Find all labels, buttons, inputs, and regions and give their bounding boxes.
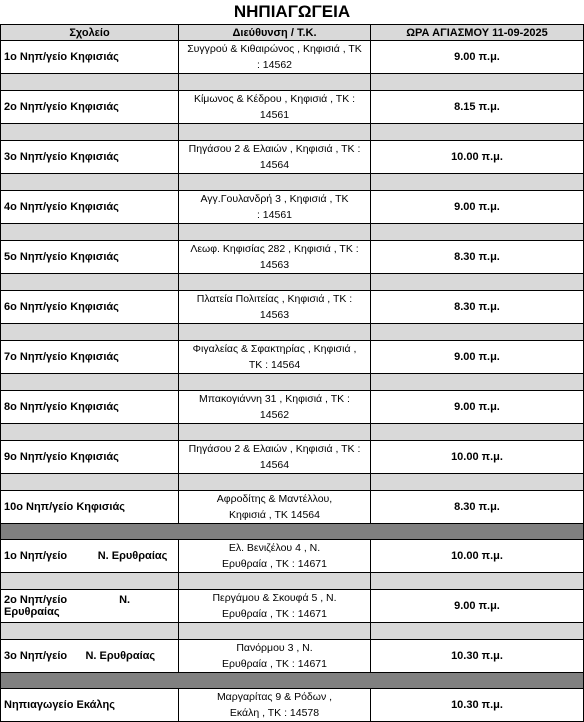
school-address xyxy=(179,291,371,324)
address-line-2: ΤΚ : 14564 xyxy=(248,359,301,371)
school-address xyxy=(179,391,371,424)
school-name: 1ο Νηπ/γείο Ν. Ερυθραίας xyxy=(1,540,179,573)
spacer-row xyxy=(1,324,584,341)
school-name: 8ο Νηπ/γείο Κηφισιάς xyxy=(1,391,179,424)
address-line-2: 14563 xyxy=(259,259,290,271)
table-row xyxy=(1,391,584,424)
table-row xyxy=(1,640,584,673)
blessing-time: 10.00 π.μ. xyxy=(371,141,584,174)
blessing-time: 10.30 π.μ. xyxy=(371,689,584,722)
address-line-2: Κηφισιά , ΤΚ 14564 xyxy=(229,509,320,521)
school-name: 1ο Νηπ/γείο Κηφισιάς xyxy=(1,41,179,74)
spacer-row xyxy=(1,74,584,91)
table-row xyxy=(1,91,584,124)
school-name: 7ο Νηπ/γείο Κηφισιάς xyxy=(1,341,179,374)
address-line-2: Ερυθραία , ΤΚ : 14671 xyxy=(222,558,327,570)
blessing-time: 8.30 π.μ. xyxy=(371,241,584,274)
school-address xyxy=(179,491,371,524)
address-line-2: 14564 xyxy=(259,159,290,171)
address-line-2: : 14562 xyxy=(256,59,293,71)
school-name: 6ο Νηπ/γείο Κηφισιάς xyxy=(1,291,179,324)
school-address xyxy=(179,689,371,722)
spacer-row xyxy=(1,424,584,441)
school-name: 5ο Νηπ/γείο Κηφισιάς xyxy=(1,241,179,274)
address-line-2: Ερυθραία , ΤΚ : 14671 xyxy=(222,658,327,670)
table-row xyxy=(1,141,584,174)
address-line-1: Κίμωνος & Κέδρου , Κηφισιά , ΤΚ : xyxy=(193,93,356,105)
table-row xyxy=(1,291,584,324)
school-address xyxy=(179,41,371,74)
address-line-2: 14563 xyxy=(259,309,290,321)
spacer-row xyxy=(1,623,584,640)
address-line-2: Εκάλη , ΤΚ : 14578 xyxy=(229,707,320,719)
header-address: Διεύθυνση / Τ.Κ. xyxy=(179,25,371,41)
address-line-1: Μαργαρίτας 9 & Ρόδων , xyxy=(216,691,333,703)
address-line-1: Φιγαλείας & Σφακτηρίας , Κηφισιά , xyxy=(192,343,357,355)
school-address xyxy=(179,141,371,174)
address-line-1: Περγάμου & Σκουφά 5 , Ν. xyxy=(212,592,337,604)
blessing-time: 8.30 π.μ. xyxy=(371,291,584,324)
blessing-time: 9.00 π.μ. xyxy=(371,341,584,374)
school-address xyxy=(179,540,371,573)
school-address xyxy=(179,341,371,374)
table-header-row xyxy=(1,25,584,41)
address-line-2: : 14561 xyxy=(256,209,293,221)
school-address xyxy=(179,191,371,224)
group-separator-row xyxy=(1,673,584,689)
table-row xyxy=(1,191,584,224)
spacer-row xyxy=(1,224,584,241)
school-name: 4ο Νηπ/γείο Κηφισιάς xyxy=(1,191,179,224)
school-name: 3ο Νηπ/γείο Ν. Ερυθραίας xyxy=(1,640,179,673)
spacer-row xyxy=(1,374,584,391)
table-row xyxy=(1,590,584,623)
address-line-1: Ελ. Βενιζέλου 4 , Ν. xyxy=(228,542,321,554)
address-line-1: Συγγρού & Κιθαιρώνος , Κηφισιά , ΤΚ xyxy=(187,43,362,55)
address-line-2: 14562 xyxy=(259,409,290,421)
blessing-time: 10.30 π.μ. xyxy=(371,640,584,673)
address-line-1: Πανόρμου 3 , Ν. xyxy=(236,642,313,654)
table-body xyxy=(1,41,584,722)
address-line-1: Πηγάσου 2 & Ελαιών , Κηφισιά , ΤΚ : xyxy=(188,143,361,155)
spacer-row xyxy=(1,573,584,590)
school-address xyxy=(179,640,371,673)
table-row xyxy=(1,441,584,474)
address-line-1: Λεωφ. Κηφισίας 282 , Κηφισιά , ΤΚ : xyxy=(190,243,359,255)
address-line-2: 14564 xyxy=(259,459,290,471)
blessing-time: 8.30 π.μ. xyxy=(371,491,584,524)
school-address xyxy=(179,91,371,124)
table-row xyxy=(1,491,584,524)
header-school: Σχολείο xyxy=(1,25,179,41)
blessing-time: 10.00 π.μ. xyxy=(371,441,584,474)
schools-table xyxy=(0,24,584,722)
school-address xyxy=(179,441,371,474)
table-row xyxy=(1,241,584,274)
school-address xyxy=(179,590,371,623)
spacer-row xyxy=(1,124,584,141)
address-line-1: Πηγάσου 2 & Ελαιών , Κηφισιά , ΤΚ : xyxy=(188,443,361,455)
address-line-1: Μπακογιάννη 31 , Κηφισιά , ΤΚ : xyxy=(199,393,350,405)
spacer-row xyxy=(1,174,584,191)
table-row xyxy=(1,341,584,374)
school-name: 10ο Νηπ/γείο Κηφισιάς xyxy=(1,491,179,524)
address-line-2: 14561 xyxy=(259,109,290,121)
spacer-row xyxy=(1,274,584,291)
address-line-1: Αγγ.Γουλανδρή 3 , Κηφισιά , ΤΚ xyxy=(200,193,349,205)
address-line-2: Ερυθραία , ΤΚ : 14671 xyxy=(222,608,327,620)
group-separator-row xyxy=(1,524,584,540)
school-name: 2ο Νηπ/γείο Ν. Ερυθραίας xyxy=(1,590,179,623)
school-name: 3ο Νηπ/γείο Κηφισιάς xyxy=(1,141,179,174)
table-row xyxy=(1,689,584,722)
school-address xyxy=(179,241,371,274)
spacer-row xyxy=(1,474,584,491)
blessing-time: 8.15 π.μ. xyxy=(371,91,584,124)
school-name: 2ο Νηπ/γείο Κηφισιάς xyxy=(1,91,179,124)
school-name: Νηπιαγωγείο Εκάλης xyxy=(1,689,179,722)
address-line-1: Αφροδίτης & Μαντέλλου, xyxy=(216,493,333,505)
blessing-time: 9.00 π.μ. xyxy=(371,41,584,74)
page-title: ΝΗΠΙΑΓΩΓΕΙΑ xyxy=(233,2,351,21)
address-line-1: Πλατεία Πολιτείας , Κηφισιά , ΤΚ : xyxy=(196,293,353,305)
table-row xyxy=(1,41,584,74)
school-name: 9ο Νηπ/γείο Κηφισιάς xyxy=(1,441,179,474)
blessing-time: 9.00 π.μ. xyxy=(371,590,584,623)
blessing-time: 9.00 π.μ. xyxy=(371,191,584,224)
blessing-time: 10.00 π.μ. xyxy=(371,540,584,573)
table-row xyxy=(1,540,584,573)
blessing-time: 9.00 π.μ. xyxy=(371,391,584,424)
header-time: ΩΡΑ ΑΓΙΑΣΜΟΥ 11-09-2025 xyxy=(371,25,584,41)
